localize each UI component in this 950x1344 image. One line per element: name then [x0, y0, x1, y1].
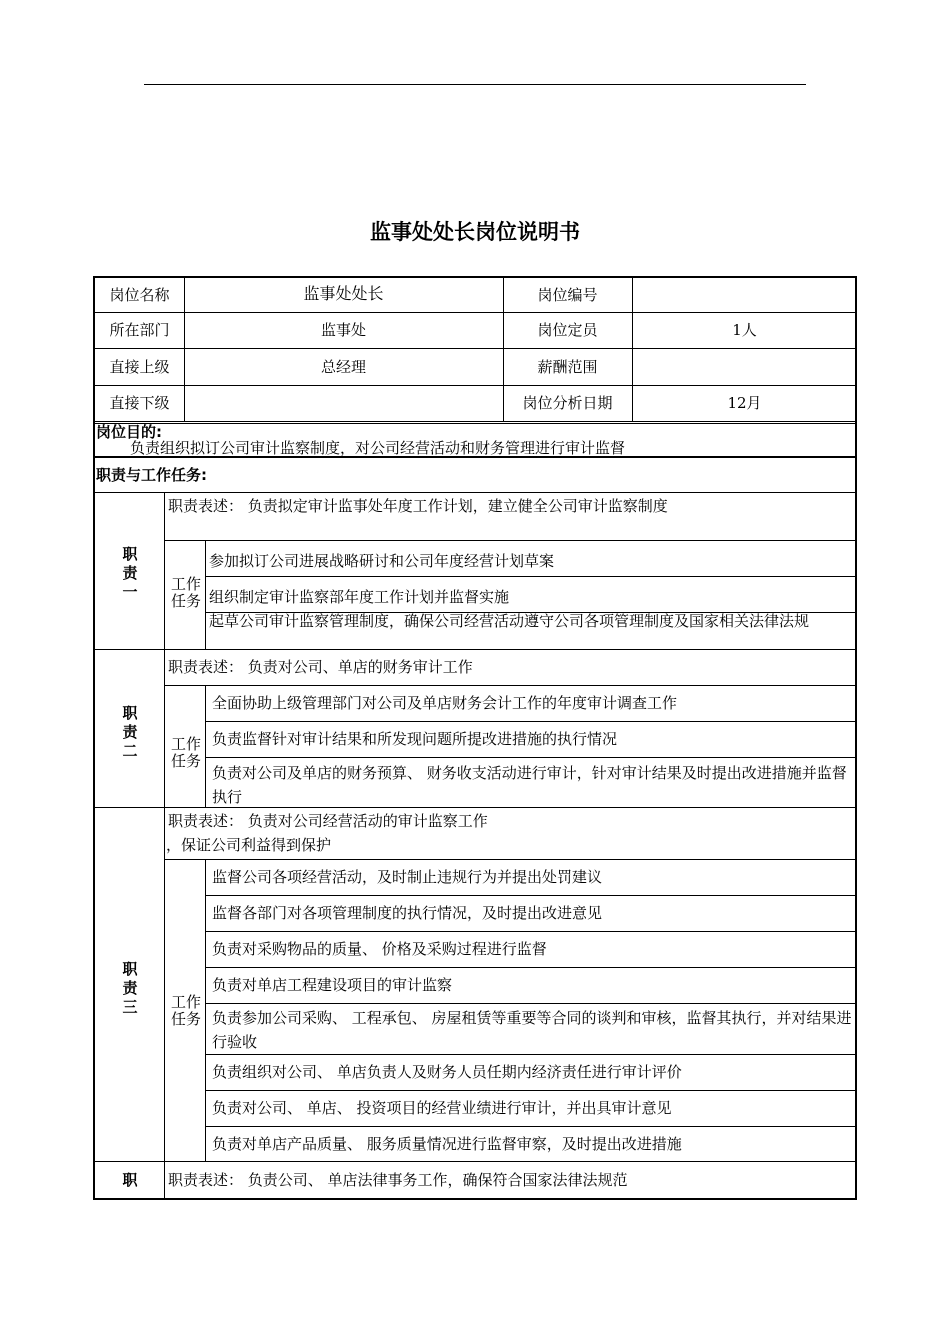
duty-1-task-2: 组织制定审计监察部年度工作计划并监督实施	[209, 588, 510, 606]
duty-3-task-2: 监督各部门对各项管理制度的执行情况，及时提出改进意见	[212, 904, 603, 922]
duty-3-task-8: 负责对单店产品质量、 服务质量情况进行监督审察，及时提出改进措施	[212, 1135, 682, 1153]
page-title: 监事处处长岗位说明书	[370, 220, 580, 244]
analysis-date-label: 岗位分析日期	[522, 394, 613, 412]
duty-2-task-2: 负责监督针对审计结果和所发现问题所提改进措施的执行情况	[212, 730, 618, 748]
duty-3-task-4: 负责对单店工程建设项目的审计监察	[212, 976, 453, 994]
duty-1-task-3: 起草公司审计监察管理制度，确保公司经营活动遵守公司各项管理制度及国家相关法律法规	[209, 612, 810, 630]
analysis-date-value: 12月	[727, 394, 762, 412]
duty-3-statement: 职责表述： 负责对公司经营活动的审计监察工作	[168, 812, 488, 830]
header-rule	[144, 84, 806, 85]
duty-2-task-label: 工作任务	[170, 735, 201, 770]
duty-3-task-5: 负责参加公司采购、 工程承包、 房屋租赁等重要等合同的谈判和审核，监督其执行，并对结果进行验收	[212, 1009, 852, 1051]
superior-value: 总经理	[320, 358, 366, 376]
duty-3-task-3: 负责对采购物品的质量、 价格及采购过程进行监督	[212, 940, 547, 958]
duty-1-task-label: 工作任务	[170, 575, 201, 610]
duty-1-name: 职责一	[122, 545, 138, 601]
salary-label: 薪酬范围	[537, 358, 598, 376]
duty-2-statement: 职责表述： 负责对公司、单店的财务审计工作	[168, 658, 473, 676]
duties-header: 职责与工作任务:	[96, 466, 207, 484]
position-name-label: 岗位名称	[109, 286, 170, 304]
duty-3-task-1: 监督公司各项经营活动，及时制止违规行为并提出处罚建议	[212, 868, 603, 886]
duty-3-task-label: 工作任务	[170, 993, 201, 1028]
superior-label: 直接上级	[109, 358, 170, 376]
duty-1-statement: 职责表述： 负责拟定审计监事处年度工作计划，建立健全公司审计监察制度	[168, 497, 668, 515]
duty-2-task-1: 全面协助上级管理部门对公司及单店财务会计工作的年度审计调查工作	[212, 694, 678, 712]
duty-3-task-7: 负责对公司、 单店、 投资项目的经营业绩进行审计，并出具审计意见	[212, 1099, 672, 1117]
department-value: 监事处	[320, 321, 366, 339]
duty-3-task-6: 负责组织对公司、 单店负责人及财务人员任期内经济责任进行审计评价	[212, 1063, 682, 1081]
duty-3-name: 职责三	[122, 960, 138, 1016]
subordinate-label: 直接下级	[109, 394, 170, 412]
purpose-label: 岗位目的:	[96, 423, 162, 441]
position-name-value: 监事处处长	[303, 284, 384, 303]
job-description-table	[93, 276, 857, 1200]
duty-2-task-3: 负责对公司及单店的财务预算、 财务收支活动进行审计，针对审计结果及时提出改进措施并监督执行	[212, 764, 847, 806]
position-code-label: 岗位编号	[537, 286, 598, 304]
headcount-value: 1人	[732, 321, 757, 339]
duty-3-statement-cont: ，保证公司利益得到保护	[166, 836, 332, 854]
duty-2-name: 职责二	[122, 704, 138, 760]
department-label: 所在部门	[109, 321, 170, 339]
purpose-text: 负责组织拟订公司审计监察制度，对公司经营活动和财务管理进行审计监督	[130, 439, 626, 457]
duty-1-task-1: 参加拟订公司进展战略研讨和公司年度经营计划草案	[209, 552, 555, 570]
duty-4-statement: 职责表述： 负责公司、 单店法律事务工作，确保符合国家法律法规范	[168, 1171, 628, 1189]
headcount-label: 岗位定员	[537, 321, 598, 339]
duty-4-name: 职	[122, 1171, 138, 1189]
